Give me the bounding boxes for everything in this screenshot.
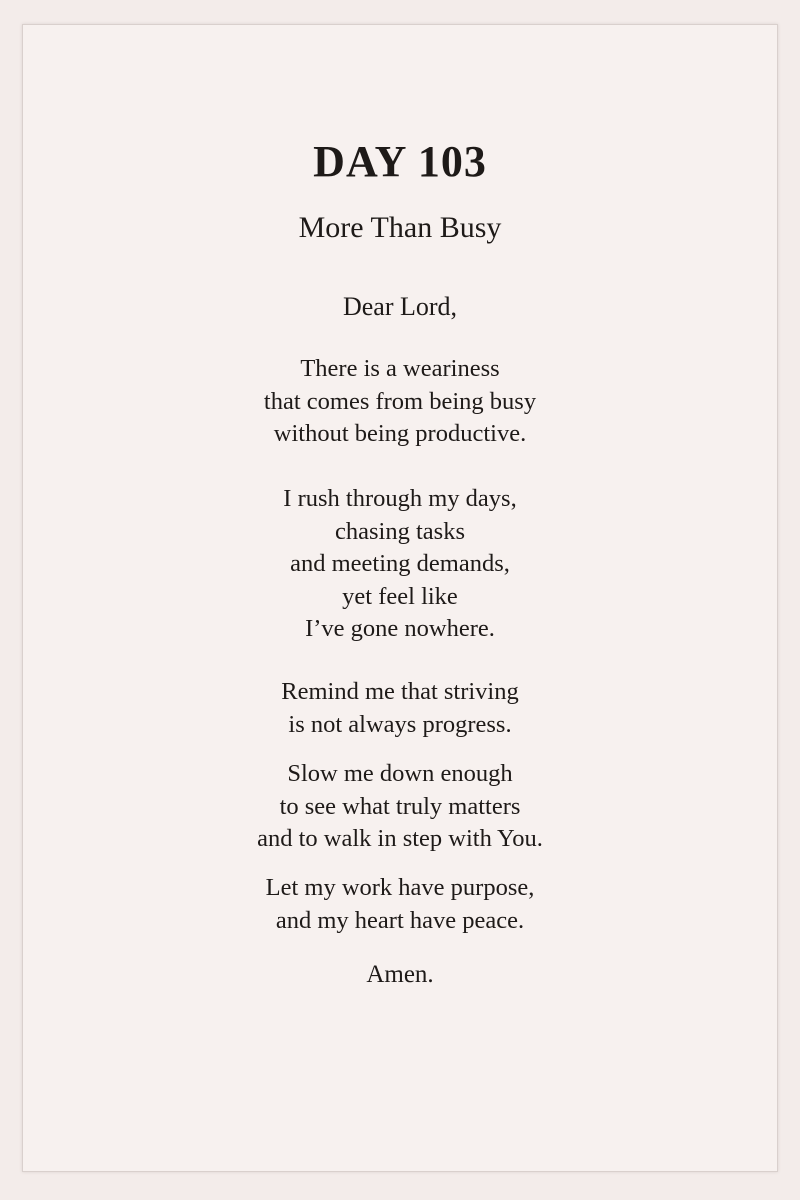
poem-line: without being productive. (273, 420, 527, 447)
poem-line: and my heart have peace. (275, 906, 525, 934)
poem-line: Let my work have purpose, (265, 874, 535, 901)
stanza (23, 872, 777, 937)
poem-line: and to walk in step with You. (257, 825, 543, 852)
poem-line: I rush through my days, (283, 485, 517, 512)
poem-line: Slow me down enough (287, 760, 513, 787)
poem-line: to see what truly matters (279, 792, 521, 820)
poem-line: I’ve gone nowhere. (305, 615, 495, 642)
prayer-title: More Than Busy (298, 211, 502, 244)
poem-line: yet feel like (342, 582, 458, 610)
poem-line: chasing tasks (335, 517, 465, 545)
stanza (23, 483, 777, 646)
poem-line: There is a weariness (300, 355, 500, 382)
poem-line: that comes from being busy (263, 387, 537, 415)
poem-line: and meeting demands, (290, 550, 510, 577)
salutation: Dear Lord, (342, 292, 458, 321)
stanza (23, 353, 777, 451)
stanza (23, 758, 777, 856)
stanza (23, 676, 777, 741)
poem-line: is not always progress. (288, 710, 512, 738)
day-heading: DAY 103 (313, 137, 487, 186)
poem-line: Remind me that striving (281, 678, 519, 705)
prayer-page (22, 24, 778, 1172)
closing-amen: Amen. (366, 961, 434, 988)
